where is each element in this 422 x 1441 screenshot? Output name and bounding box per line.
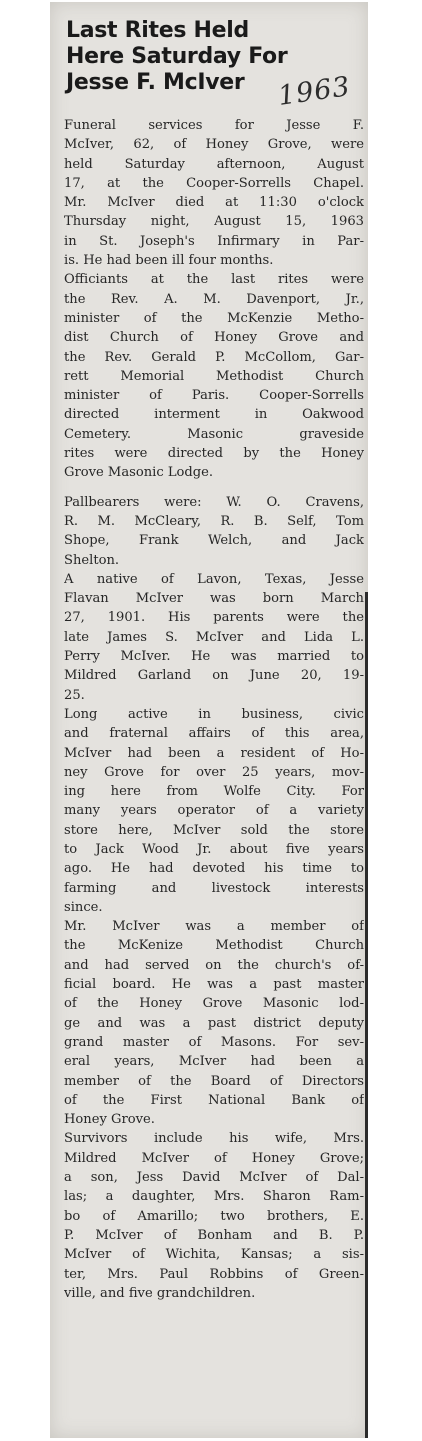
article-line: ville, and five grandchildren. bbox=[64, 1285, 256, 1301]
article-line: in St. Joseph's Infirmary in Par- bbox=[64, 233, 364, 249]
article-line: ago. He had devoted his time to bbox=[64, 861, 364, 877]
article-line: A native of Lavon, Texas, Jesse bbox=[64, 571, 364, 587]
article-line: directed interment in Oakwood bbox=[64, 407, 364, 423]
article-line: Grove Masonic Lodge. bbox=[64, 465, 214, 481]
article-line: ge and was a past district deputy bbox=[64, 1015, 364, 1031]
article-line: Perry McIver. He was married to bbox=[64, 649, 364, 665]
article-line: bo of Amarillo; two brothers, E. bbox=[64, 1208, 364, 1224]
article-line: the Rev. Gerald P. McCollom, Gar- bbox=[64, 349, 364, 365]
article-line: and had served on the church's of- bbox=[64, 957, 364, 973]
article-line: Honey Grove. bbox=[64, 1112, 155, 1128]
article-line: ficial board. He was a past master bbox=[64, 977, 364, 993]
article-line: the Rev. A. M. Davenport, Jr., bbox=[64, 291, 364, 307]
article-line: a son, Jess David McIver of Dal- bbox=[64, 1170, 364, 1186]
article-line: of the Honey Grove Masonic lod- bbox=[64, 996, 364, 1012]
newspaper-clipping bbox=[50, 2, 368, 1438]
article-line: and fraternal affairs of this area, bbox=[64, 726, 364, 742]
article-line: held Saturday afternoon, August bbox=[64, 156, 364, 172]
article-line: Shelton. bbox=[64, 552, 120, 568]
article-line: ing here from Wolfe City. For bbox=[64, 784, 364, 800]
article-line: Flavan McIver was born March bbox=[64, 591, 364, 607]
article-line: McIver had been a resident of Ho- bbox=[64, 745, 364, 761]
article-paragraph bbox=[64, 493, 364, 570]
article-line: Mr. McIver was a member of bbox=[64, 919, 364, 935]
article-line: Officiants at the last rites were bbox=[64, 272, 364, 288]
article-line: rites were directed by the Honey bbox=[64, 446, 364, 462]
article-line: 27, 1901. His parents were the bbox=[64, 610, 364, 626]
article-line: late James S. McIver and Lida L. bbox=[64, 629, 364, 645]
article-line: member of the Board of Directors bbox=[64, 1073, 364, 1089]
handwritten-year-annotation: 1963 bbox=[276, 71, 353, 112]
article-line: eral years, McIver had been a bbox=[64, 1054, 364, 1070]
article-paragraph bbox=[64, 570, 364, 705]
article-line: Thursday night, August 15, 1963 bbox=[64, 214, 364, 230]
article-line: dist Church of Honey Grove and bbox=[64, 330, 364, 346]
article-line: R. M. McCleary, R. B. Self, Tom bbox=[64, 513, 364, 529]
article-line: P. McIver of Bonham and B. P. bbox=[64, 1227, 364, 1243]
article-line: many years operator of a variety bbox=[64, 803, 364, 819]
article-line: las; a daughter, Mrs. Sharon Ram- bbox=[64, 1189, 364, 1205]
article-line: since. bbox=[64, 899, 103, 915]
article-line: Mildred McIver of Honey Grove; bbox=[64, 1150, 364, 1166]
article-paragraph bbox=[64, 116, 364, 270]
article-paragraph bbox=[64, 270, 364, 482]
article-line: store here, McIver sold the store bbox=[64, 822, 364, 838]
headline-line: Last Rites Held bbox=[66, 18, 249, 43]
article-line: farming and livestock interests bbox=[64, 880, 364, 896]
article-line: Survivors include his wife, Mrs. bbox=[64, 1131, 364, 1147]
article-line: Pallbearers were: W. O. Cravens, bbox=[64, 494, 364, 510]
article-line: ter, Mrs. Paul Robbins of Green- bbox=[64, 1266, 364, 1282]
article-body bbox=[64, 116, 364, 1303]
article-line: McIver, 62, of Honey Grove, were bbox=[64, 137, 364, 153]
article-line: rett Memorial Methodist Church bbox=[64, 368, 364, 384]
article-line: 25. bbox=[64, 687, 85, 703]
headline-line: Here Saturday For bbox=[66, 44, 288, 69]
article-line: grand master of Masons. For sev- bbox=[64, 1034, 364, 1050]
article-line: ney Grove for over 25 years, mov- bbox=[64, 764, 364, 780]
article-line: of the First National Bank of bbox=[64, 1092, 364, 1108]
article-line: minister of the McKenzie Metho- bbox=[64, 310, 364, 326]
article-line: Mildred Garland on June 20, 19- bbox=[64, 668, 364, 684]
article-line: McIver of Wichita, Kansas; a sis- bbox=[64, 1247, 364, 1263]
article-line: 17, at the Cooper-Sorrells Chapel. bbox=[64, 175, 364, 191]
article-line: Cemetery. Masonic graveside bbox=[64, 426, 364, 442]
article-paragraph bbox=[64, 1129, 364, 1303]
article-line: Shope, Frank Welch, and Jack bbox=[64, 533, 364, 549]
article-line: minister of Paris. Cooper-Sorrells bbox=[64, 388, 364, 404]
article-paragraph bbox=[64, 917, 364, 1129]
article-line: Funeral services for Jesse F. bbox=[64, 118, 364, 133]
article-line: to Jack Wood Jr. about five years bbox=[64, 841, 364, 857]
article-line: Mr. McIver died at 11:30 o'clock bbox=[64, 195, 364, 211]
headline-line: Jesse F. McIver bbox=[66, 70, 245, 95]
article-paragraph bbox=[64, 705, 364, 917]
paragraph-gap bbox=[64, 483, 364, 493]
article-line: Long active in business, civic bbox=[64, 706, 364, 722]
article-line: the McKenize Methodist Church bbox=[64, 938, 364, 954]
article-line: is. He had been ill four months. bbox=[64, 253, 274, 269]
